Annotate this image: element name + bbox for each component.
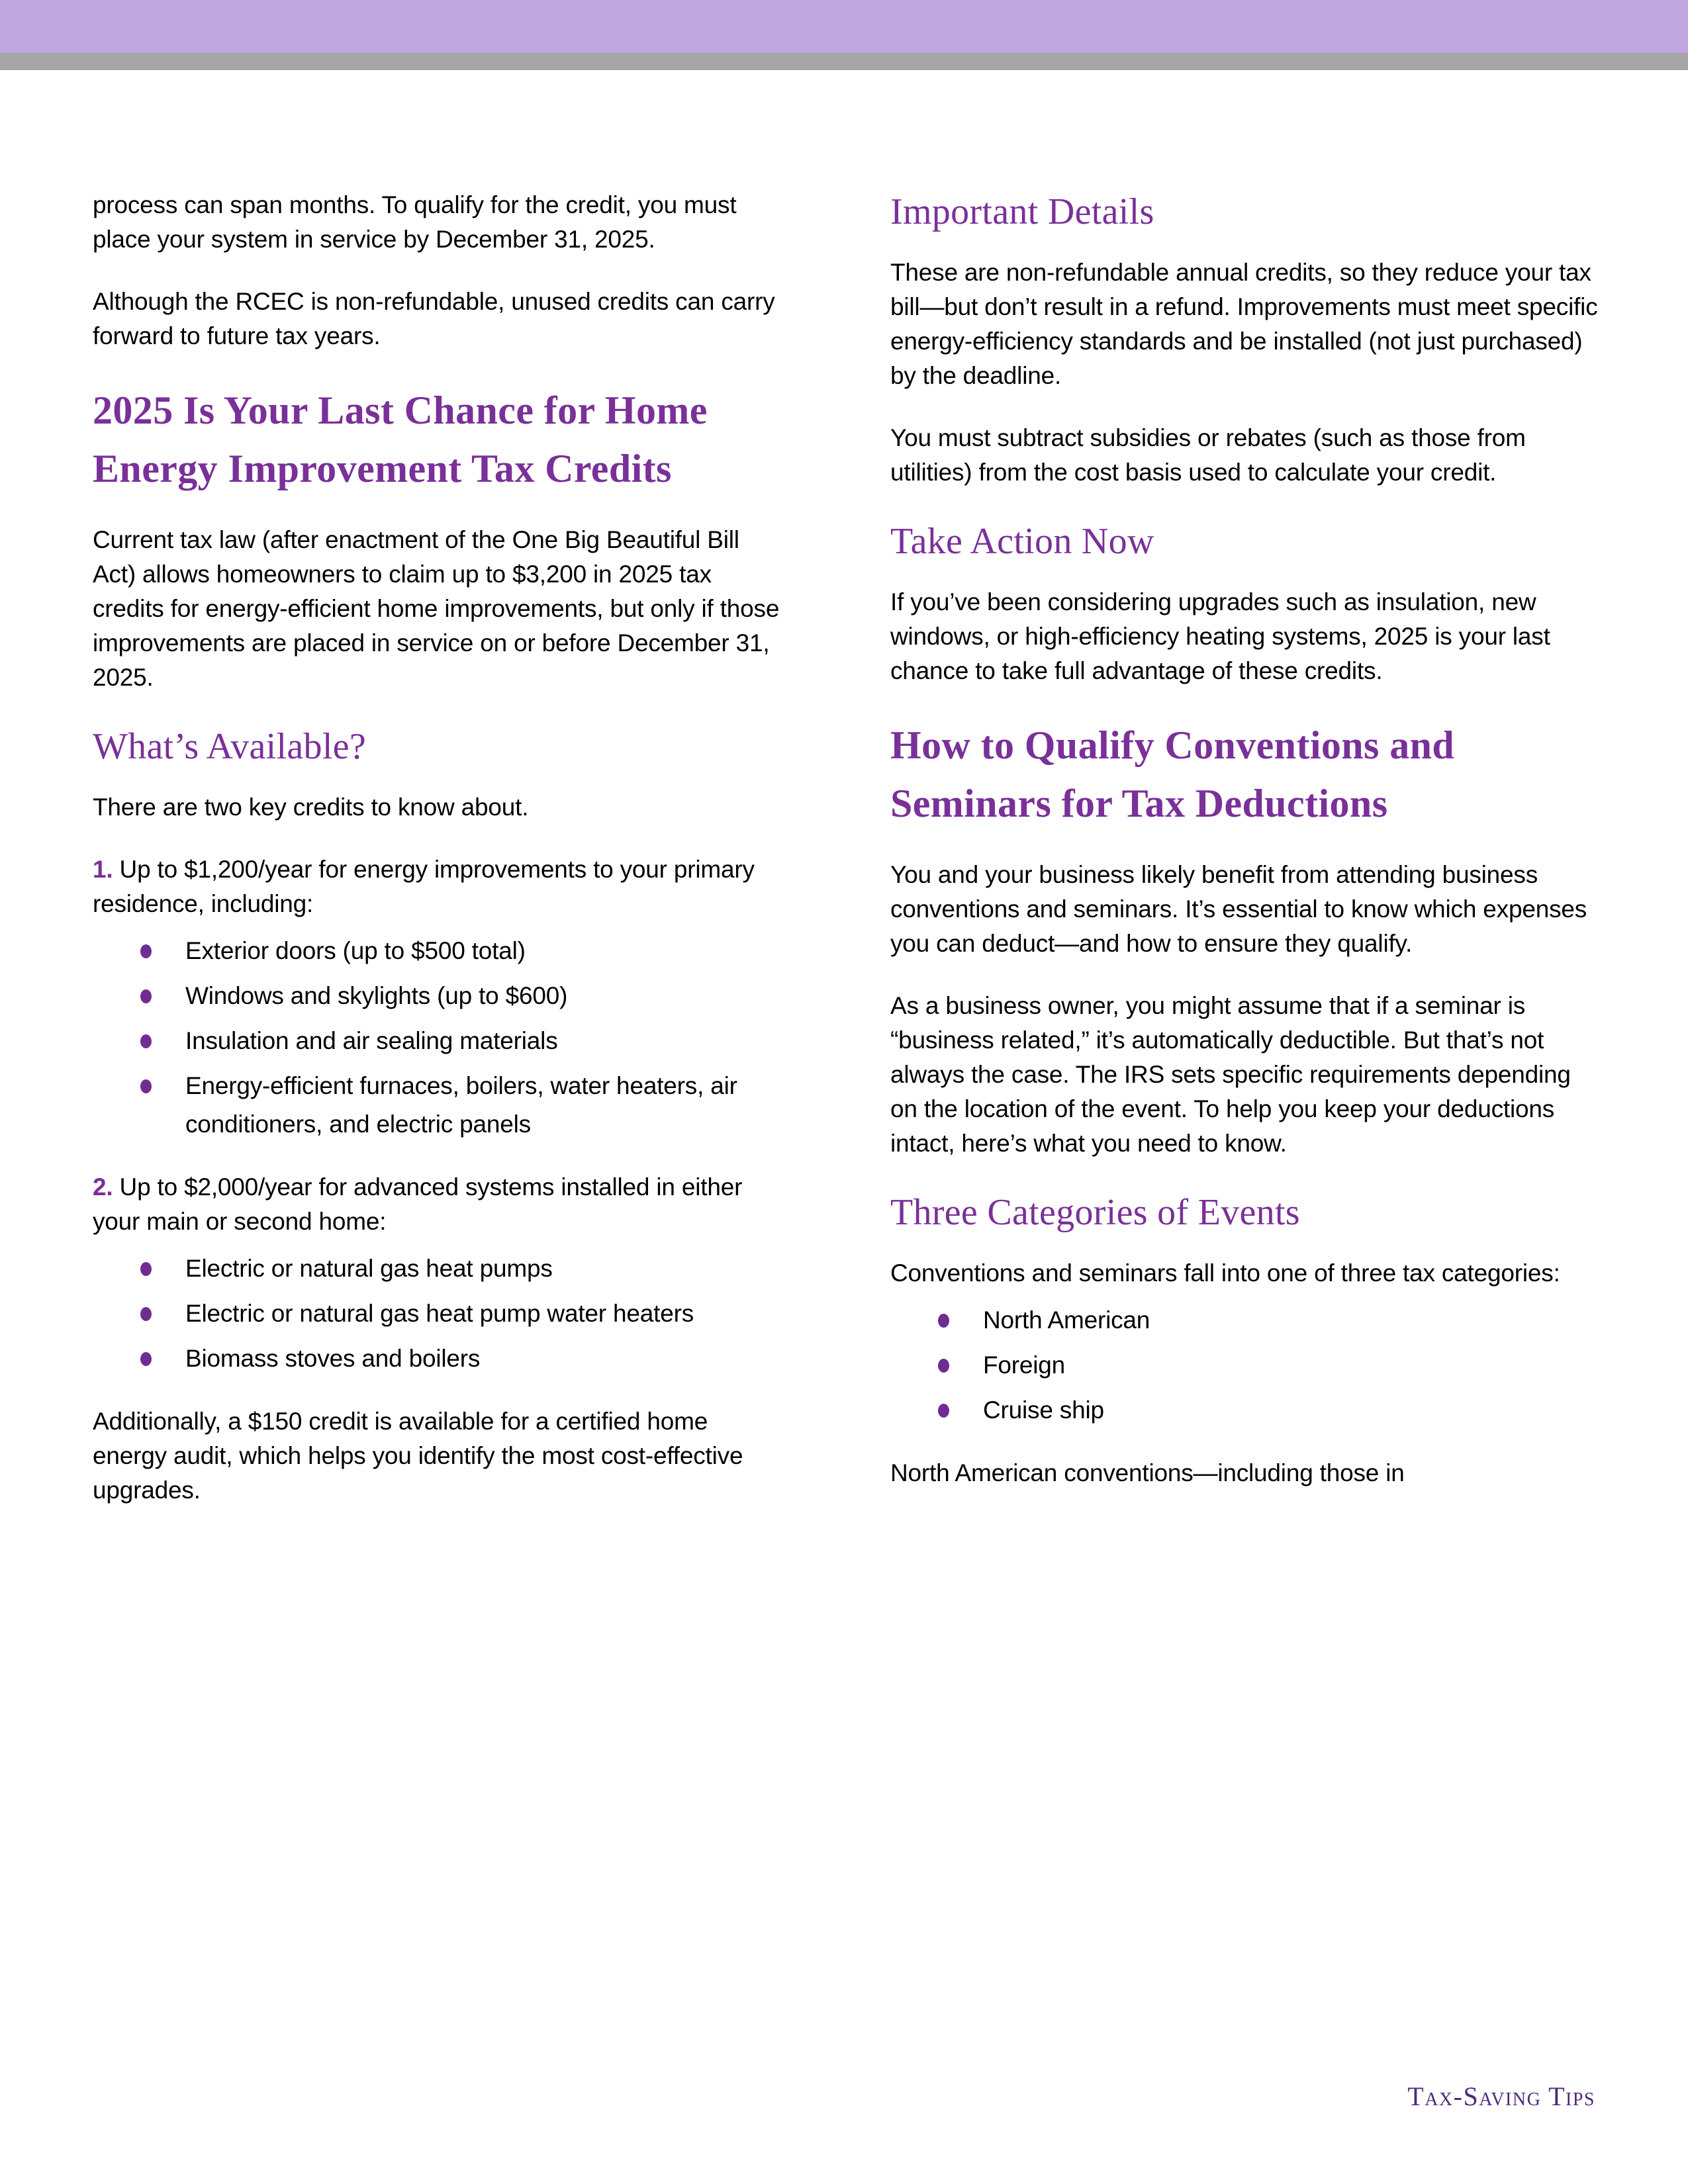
subheading-take-action-now: Take Action Now: [890, 521, 1154, 562]
numbered-item-2: [93, 1170, 784, 1239]
list-item-label: Energy-efficient furnaces, boilers, water heaters, air conditioners, and electric panels: [185, 1072, 737, 1138]
list-item-label: Exterior doors (up to $500 total): [185, 937, 526, 964]
list-item: [140, 977, 784, 1015]
header-band-gray: [0, 53, 1688, 70]
paragraph-business-related-assumption: As a business owner, you might assume that if a seminar is “business related,” it’s automatically deductible. But that’s not always the case. The IRS sets specific requirements depending on the location of the event. To help you keep your deductions intact, here’s what you need to know.: [890, 992, 1571, 1157]
paragraph-current-tax-law: Current tax law (after enactment of the One Big Beautiful Bill Act) allows homeowners to claim up to $3,200 in 2025 tax credits for energy-efficient home improvements, but only if those improvements are placed in service on or before December 31, 2025.: [93, 526, 780, 691]
paragraph-rcec-carryforward: Although the RCEC is non-refundable, unused credits can carry forward to future tax years.: [93, 288, 775, 349]
list-item: [140, 1067, 784, 1144]
left-column: [93, 188, 784, 1535]
paragraph-home-energy-audit: Additionally, a $150 credit is available for a certified home energy audit, which helps you identify the most cost-effective upgrades.: [93, 1408, 743, 1504]
bullet-list-2000-credit: [93, 1250, 784, 1378]
header-band-lavender: [0, 0, 1688, 53]
paragraph-three-tax-categories: Conventions and seminars fall into one of three tax categories:: [890, 1259, 1560, 1287]
list-item: [938, 1391, 1602, 1430]
list-item-label: Insulation and air sealing materials: [185, 1027, 558, 1054]
paragraph-continued: process can span months. To qualify for the credit, you must place your system in service by December 31, 2025.: [93, 191, 737, 253]
paragraph-subtract-subsidies: You must subtract subsidies or rebates (such as those from utilities) from the cost basis used to calculate your credit.: [890, 424, 1526, 486]
numbered-item-2-text: Up to $2,000/year for advanced systems installed in either your main or second home:: [93, 1173, 743, 1235]
bullet-dot-icon: [140, 1262, 152, 1276]
bullet-dot-icon: [140, 1352, 152, 1366]
bullet-dot-icon: [140, 1034, 152, 1048]
bullet-dot-icon: [140, 944, 152, 958]
paragraph-two-key-credits: There are two key credits to know about.: [93, 794, 529, 821]
list-item-label: Electric or natural gas heat pumps: [185, 1255, 553, 1282]
list-item: [140, 1022, 784, 1060]
bullet-dot-icon: [140, 989, 152, 1003]
list-item-label: Windows and skylights (up to $600): [185, 982, 568, 1009]
list-item: [140, 1250, 784, 1288]
bullet-dot-icon: [938, 1359, 949, 1373]
subheading-whats-available: What’s Available?: [93, 726, 367, 767]
subheading-three-categories-of-events: Three Categories of Events: [890, 1192, 1300, 1233]
bullet-dot-icon: [938, 1314, 949, 1328]
list-item-label: Cruise ship: [983, 1396, 1104, 1424]
list-item-label: Biomass stoves and boilers: [185, 1345, 481, 1372]
list-item-label: Electric or natural gas heat pump water heaters: [185, 1300, 694, 1327]
numbered-item-1: [93, 852, 784, 921]
list-item-label: Foreign: [983, 1351, 1066, 1379]
article-headline-conventions-seminars: How to Qualify Conventions and Seminars for Tax Deductions: [890, 723, 1455, 825]
bullet-dot-icon: [938, 1404, 949, 1418]
list-item-label: North American: [983, 1306, 1150, 1334]
list-item: [938, 1301, 1602, 1340]
list-item: [140, 1340, 784, 1378]
list-number-2: 2.: [93, 1173, 113, 1201]
list-item: [140, 1295, 784, 1333]
paragraph-business-benefit: You and your business likely benefit from attending business conventions and seminars. It’s essential to know which expenses you can deduct—and how to ensure they qualify.: [890, 861, 1587, 957]
paragraph-north-american-conventions: North American conventions—including those in: [890, 1459, 1405, 1486]
paragraph-non-refundable-credits: These are non-refundable annual credits, so they reduce your tax bill—but don’t result in a refund. Improvements must meet specific energy-efficiency standards and be installed (not just purchased) by the deadline.: [890, 259, 1598, 389]
bullet-list-1200-credit: [93, 932, 784, 1144]
page-content: [0, 70, 1688, 2184]
list-item: [140, 932, 784, 970]
footer-publication-name: Tax-Saving Tips: [1407, 2081, 1595, 2111]
article-headline-home-energy-credits: 2025 Is Your Last Chance for Home Energy Improvement Tax Credits: [93, 388, 708, 490]
paragraph-considering-upgrades: If you’ve been considering upgrades such as insulation, new windows, or high-efficiency heating systems, 2025 is your last chance to take full advantage of these credits.: [890, 588, 1550, 684]
list-number-1: 1.: [93, 856, 113, 883]
list-item: [938, 1346, 1602, 1385]
bullet-list-event-categories: [890, 1301, 1602, 1430]
right-column: [890, 188, 1602, 1518]
bullet-dot-icon: [140, 1079, 152, 1093]
numbered-item-1-text: Up to $1,200/year for energy improvements to your primary residence, including:: [93, 856, 755, 917]
subheading-important-details: Important Details: [890, 191, 1154, 232]
bullet-dot-icon: [140, 1307, 152, 1321]
